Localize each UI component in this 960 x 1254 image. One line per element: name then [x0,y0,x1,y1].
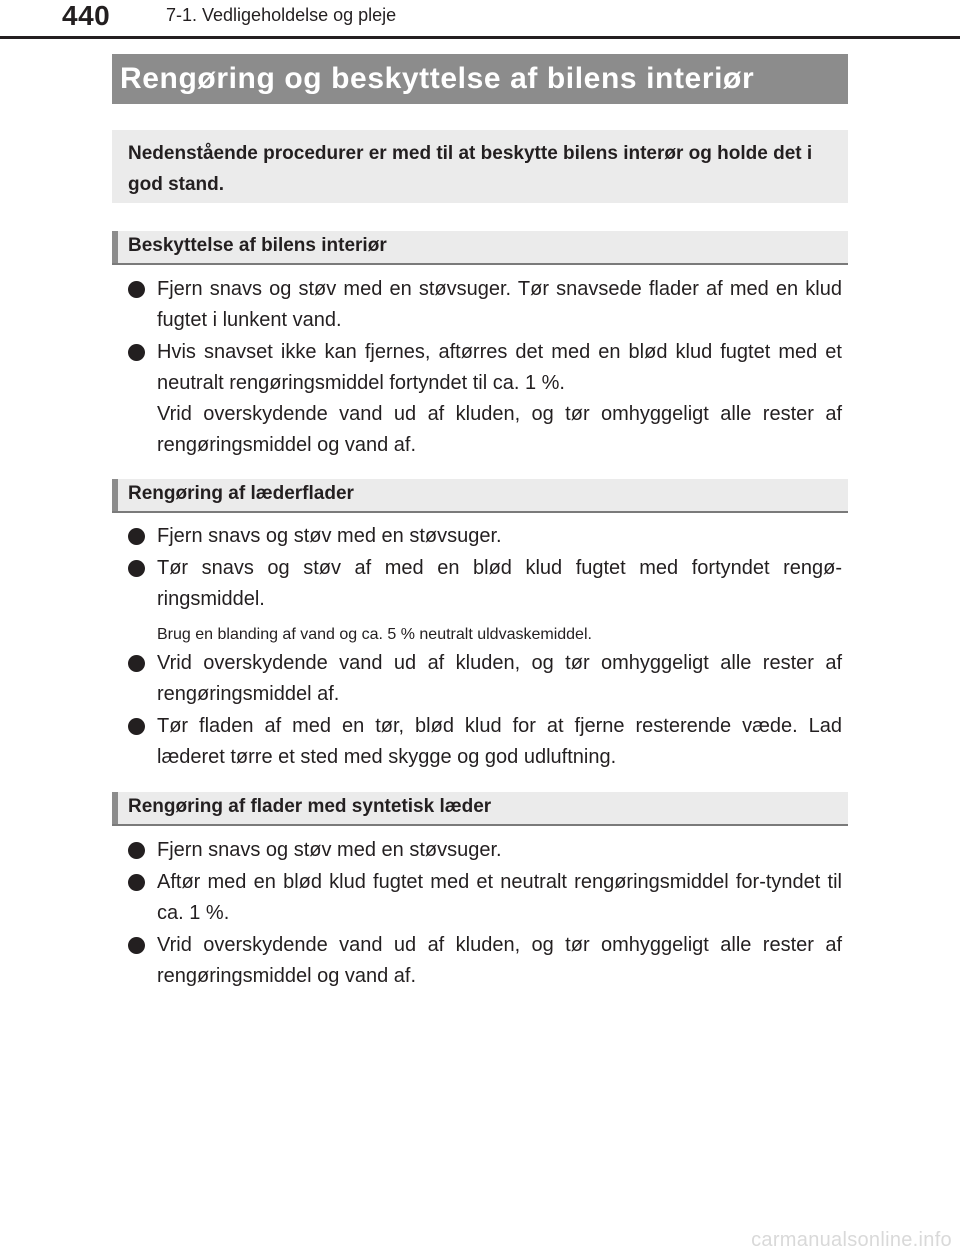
list-item-text: Vrid overskydende vand ud af kluden, og tør omhyggeligt alle rester af rengøringsmiddel og vand af. [157,934,842,987]
list-item [128,867,842,929]
list-item-text: Vrid overskydende vand ud af kluden, og tør omhyggeligt alle rester af rengøringsmiddel af. [157,652,842,705]
section-heading-synthetic-leather: Rengøring af flader med syntetisk læder [112,792,848,826]
bullet-icon [128,874,145,891]
bullet-icon [128,560,145,577]
list-item [128,337,842,399]
list-item [128,274,842,336]
note-text: Brug en blanding af vand og ca. 5 % neutralt uldvaskemiddel. [157,626,592,643]
bullet-icon [128,842,145,859]
list-item [128,835,842,866]
bullet-icon [128,344,145,361]
watermark: carmanualsonline.info [751,1229,952,1251]
list-item [128,930,842,992]
running-header: 7-1. Vedligeholdelse og pleje [166,5,397,25]
list-item-text: Tør fladen af med en tør, blød klud for at fjerne resterende væde. Lad læderet tørre et sted med skygge og god udluftning. [157,715,842,768]
list-item-text: Hvis snavset ikke kan fjernes, aftørres det med en blød klud fugtet med et neutralt rengøringsmiddel fortyndet til ca. 1 %. [157,341,842,394]
list-item-text: Fjern snavs og støv med en støvsuger. [157,525,502,547]
intro-text: Nedenstående procedurer er med til at beskytte bilens interør og holde det i god stand. [112,130,848,203]
section-heading-protection: Beskyttelse af bilens interiør [112,231,848,265]
header-rule [0,36,960,39]
list-item [128,711,842,773]
page-title: Rengøring og beskyttelse af bilens interiør [112,54,848,104]
list-item [128,553,842,615]
bullet-icon [128,528,145,545]
list-item [128,648,842,710]
list-item-text: Fjern snavs og støv med en støvsuger. Tør snavsede flader af med en klud fugtet i lunkent vand. [157,278,842,331]
bullet-icon [128,718,145,735]
bullet-icon [128,655,145,672]
list-item-text: Aftør med en blød klud fugtet med et neutralt rengøringsmiddel for-tyndet til ca. 1 %. [157,871,842,924]
section-heading-leather: Rengøring af læderflader [112,479,848,513]
list-item-text: Fjern snavs og støv med en støvsuger. [157,839,502,861]
list-item [128,521,842,552]
list-item-text: Tør snavs og støv af med en blød klud fugtet med fortyndet rengø-ringsmiddel. [157,557,842,610]
bullet-icon [128,281,145,298]
list-item-continuation [128,399,842,461]
bullet-icon [128,937,145,954]
page-number: 440 [62,0,111,31]
list-item-text: Vrid overskydende vand ud af kluden, og tør omhyggeligt alle rester af rengøringsmiddel og vand af. [157,403,842,456]
